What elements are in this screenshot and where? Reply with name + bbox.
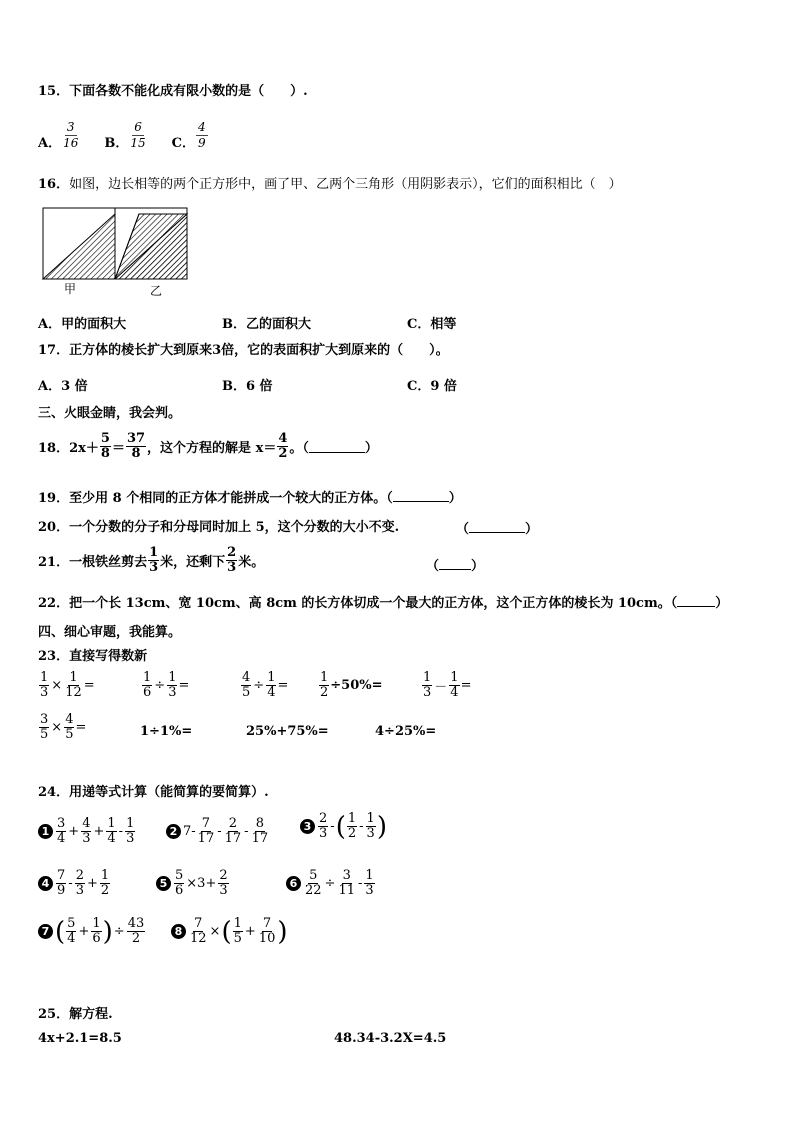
q25-equation-2: 48.34-3.2X=4.5 <box>334 1031 447 1046</box>
section-4-heading: 四、细心审题，我能算。 <box>38 625 182 640</box>
q16-label-yi: 乙 <box>150 284 163 297</box>
q23-item-4: $\frac{1}{2}$ ÷50% = <box>320 670 383 700</box>
q24-item-7: 7 ( $\frac{5}{4}$ + $\frac{1}{6}$ ) ÷ $\frac{43}{2}$ <box>38 917 146 946</box>
q18-fraction-3: $\frac{4}{2}$ <box>278 431 288 461</box>
q16-label-jia: 甲 <box>64 282 77 296</box>
q23-item-7: 1÷1%= <box>140 724 193 739</box>
q24-item-4: 4 $\frac{7}{9}$ - $\frac{2}{3}$ + $\frac{1}{2}$ <box>38 869 111 898</box>
q15-options <box>38 118 209 151</box>
q16-question <box>38 177 622 193</box>
q21-answer: （ ） <box>426 559 485 574</box>
q23-item-8: 25%+75%= <box>246 724 329 739</box>
q17-option-c: C．9 倍 <box>407 379 457 394</box>
q16-text: 如图，边长相等的两个正方形中，画了甲、乙两个三角形（用阴影表示），它们的面积相比（ ） <box>69 177 622 192</box>
q24-item-3-lparen: ( <box>335 811 346 842</box>
q21-fraction-1: $\frac{1}{3}$ <box>149 545 159 575</box>
q22-answer-blank[interactable] <box>677 594 715 607</box>
q17-option-a: A．3 倍 <box>38 379 88 394</box>
q24-item-8: 8 $\frac{7}{12}$ × ( $\frac{1}{5}$ + $\frac{7}{10}$ ) <box>171 917 288 946</box>
q24-number-3: 3 <box>300 819 315 834</box>
q24-item-8-lparen: ( <box>221 916 232 947</box>
q20-question: 20．一个分数的分子和分母同时加上 5，这个分数的大小不变. <box>38 520 400 535</box>
q16-triangle-jia <box>43 214 115 279</box>
q15-option-a: A． $\frac{3}{16}$ <box>38 120 79 151</box>
q19-answer-blank[interactable] <box>393 489 449 502</box>
q17-text: 正方体的棱长扩大到原来3倍，它的表面积扩大到原来的（ ）。 <box>69 343 449 358</box>
q21-answer-blank[interactable] <box>439 557 471 570</box>
q18-fraction-2: $\frac{37}{8}$ <box>126 431 146 461</box>
q24-item-5: 5 $\frac{5}{6}$ ×3+ $\frac{2}{3}$ <box>156 869 230 898</box>
q24-number-2: 2 <box>166 824 181 839</box>
q16-option-a: A．甲的面积大 <box>38 317 127 332</box>
q24-number-4: 4 <box>38 876 53 891</box>
q24-item-2: 2 7- $\frac{7}{17}$ - $\frac{2}{17}$ - $\frac{8}{17}$ <box>166 817 270 846</box>
q24-number-7: 7 <box>38 924 53 939</box>
q20-answer: （ ） <box>456 522 539 537</box>
q24-item-1: 1 $\frac{3}{4}$ + $\frac{4}{3}$ + $\frac{1}{4}$ - $\frac{1}{3}$ <box>38 817 136 846</box>
q17-option-b: B．6 倍 <box>222 379 273 394</box>
q24-item-3: 3 $\frac{2}{3}$ - ( $\frac{1}{2}$ - $\frac{1}{3}$ ) <box>300 812 387 841</box>
q23-item-2: $\frac{1}{6}$ ÷ $\frac{1}{3}$ = <box>143 670 190 700</box>
q23-item-5: $\frac{1}{3}$ － $\frac{1}{4}$ = <box>423 670 472 700</box>
q15-option-c: C． $\frac{4}{9}$ <box>171 120 206 151</box>
q18-fraction-1: $\frac{5}{8}$ <box>100 431 110 461</box>
q16-number: 16． <box>38 177 70 192</box>
q24-number-5: 5 <box>156 876 171 891</box>
q18-answer-blank[interactable] <box>309 440 365 453</box>
q18-question: 18． 2x＋ $\frac{5}{8}$ ＝ $\frac{37}{8}$ ，这个方程的解是 x＝ $\frac{4}{2}$ 。（ ） <box>38 431 378 461</box>
q20-answer-blank[interactable] <box>469 520 525 533</box>
q24-number-6: 6 <box>286 876 301 891</box>
q25-equation-1: 4x+2.1=8.5 <box>38 1031 122 1046</box>
q16-triangle-yi-shaded <box>115 214 187 279</box>
q23-item-3: $\frac{4}{5}$ ÷ $\frac{1}{4}$ = <box>242 670 289 700</box>
q24-title: 24．用递等式计算（能简算的要简算）. <box>38 785 269 800</box>
q15-text: 下面各数不能化成有限小数的是（ ）. <box>69 84 308 99</box>
q24-item-7-rparen: ) <box>102 916 113 947</box>
q19-question: 19．至少用 8 个相同的正方体才能拼成一个较大的正方体。（ ） <box>38 491 462 506</box>
q16-option-c: C．相等 <box>407 317 457 332</box>
section-3-heading: 三、火眼金睛，我会判。 <box>38 406 182 421</box>
q24-item-7-lparen: ( <box>55 916 66 947</box>
q24-item-3-rparen: ) <box>376 811 387 842</box>
q23-item-1: $\frac{1}{3}$ × $\frac{1}{12}$ = <box>40 670 95 700</box>
q23-item-9: 4÷25%= <box>375 724 437 739</box>
q24-number-1: 1 <box>38 824 53 839</box>
q24-number-8: 8 <box>171 924 186 939</box>
q24-item-6: 6 $\frac{5}{22}$ ÷ $\frac{3}{11}$ - $\frac{1}{3}$ <box>286 869 376 898</box>
q15-option-b: B． $\frac{6}{15}$ <box>104 120 146 151</box>
q22-question: 22．把一个长 13cm、宽 10cm、高 8cm 的长方体切成一个最大的正方体，这个正方体的棱长为 10cm。（ ） <box>38 596 729 611</box>
q23-title: 23．直接写得数新 <box>38 649 148 664</box>
q17-question: 17．正方体的棱长扩大到原来3倍，它的表面积扩大到原来的（ ）。 <box>38 343 449 358</box>
q15-number: 15． <box>38 84 70 99</box>
q23-item-6: $\frac{3}{5}$ × $\frac{4}{5}$ = <box>40 712 87 742</box>
q21-fraction-2: $\frac{2}{3}$ <box>227 545 237 575</box>
q25-title: 25．解方程. <box>38 1007 113 1022</box>
q16-figure <box>40 205 192 297</box>
q24-item-8-rparen: ) <box>277 916 288 947</box>
q15-question <box>38 84 308 100</box>
q16-option-b: B．乙的面积大 <box>222 317 311 332</box>
q21-question: 21． 一根铁丝剪去 $\frac{1}{3}$ 米，还剩下 $\frac{2}{3}$ 米。 <box>38 545 265 575</box>
